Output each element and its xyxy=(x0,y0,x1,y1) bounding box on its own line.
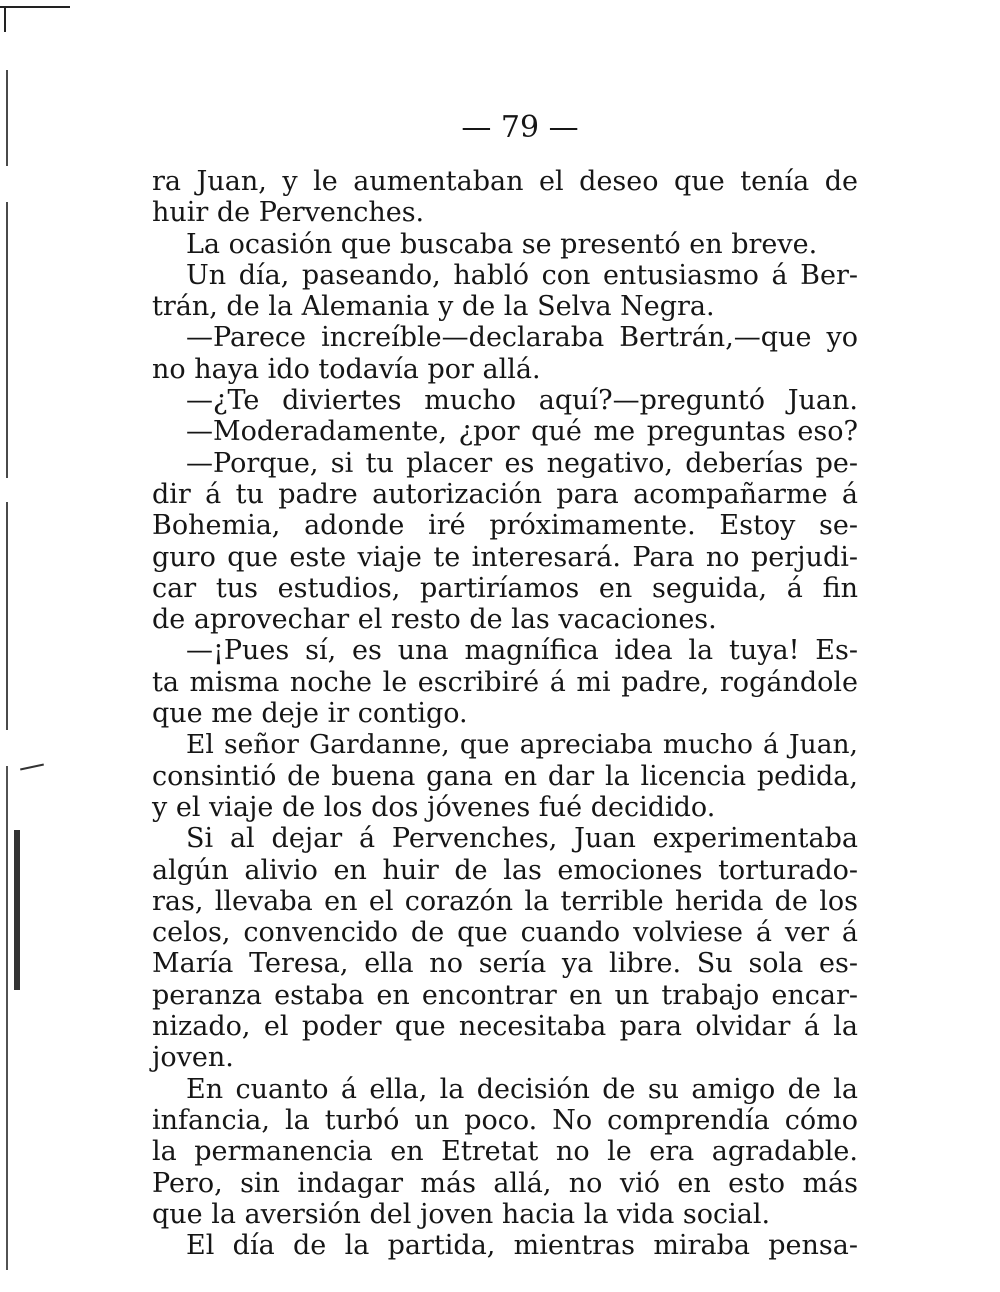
text-line: Si al dejar á Pervenches, Juan experimentaba xyxy=(186,823,858,855)
text-line: —¿Te diviertes mucho aquí?—preguntó Juan. xyxy=(186,385,858,417)
text-line: En cuanto á ella, la decisión de su amigo de la xyxy=(186,1073,858,1105)
text-line: Un día, paseando, habló con entusiasmo á Ber- xyxy=(186,259,858,291)
text-line: trán, de la Alemania y de la Selva Negra. xyxy=(152,291,715,323)
text-line: El día de la partida, mientras miraba pensa- xyxy=(186,1230,858,1262)
text-line: no haya ido todavía por allá. xyxy=(152,353,541,385)
text-line: la permanencia en Etretat no le era agradable. xyxy=(152,1136,858,1168)
text-line: joven. xyxy=(152,1042,234,1074)
text-line: car tus estudios, partiríamos en seguida, á fin xyxy=(152,572,858,604)
text-line: María Teresa, ella no sería ya libre. Su sola es- xyxy=(152,948,858,980)
text-line: Pero, sin indagar más allá, no vió en esto más xyxy=(152,1167,858,1199)
text-line: huir de Pervenches. xyxy=(152,197,425,229)
text-line: de aprovechar el resto de las vacaciones. xyxy=(152,604,717,636)
text-line: dir á tu padre autorización para acompañarme á xyxy=(152,478,858,510)
page-number: — 79 — xyxy=(461,110,579,145)
text-line: algún alivio en huir de las emociones torturado- xyxy=(152,854,858,886)
text-line: Bohemia, adonde iré próximamente. Estoy se- xyxy=(152,510,858,542)
text-line: que me deje ir contigo. xyxy=(152,698,468,730)
text-line: La ocasión que buscaba se presentó en breve. xyxy=(186,228,818,260)
text-line: —¡Pues sí, es una magnífica idea la tuya! Es- xyxy=(186,635,858,667)
text-line: —Porque, si tu placer es negativo, deberías pe- xyxy=(186,447,858,479)
text-line: —Parece increíble—declaraba Bertrán,—que yo xyxy=(186,322,858,354)
scan-border-mark xyxy=(4,6,6,32)
binding-shadow xyxy=(14,830,20,990)
text-line: celos, convencido de que cuando volviese á ver á xyxy=(152,917,858,949)
scan-artifact xyxy=(20,764,44,771)
text-line: ras, llevaba en el corazón la terrible herida de los xyxy=(152,885,858,917)
text-line: ta misma noche le escribiré á mi padre, rogándole xyxy=(152,666,858,698)
scan-border-mark xyxy=(0,6,70,8)
text-line: infancia, la turbó un poco. No comprendía cómo xyxy=(152,1104,858,1136)
text-line: ra Juan, y le aumentaban el deseo que tenía de xyxy=(152,166,858,197)
text-line: guro que este viaje te interesará. Para no perjudi- xyxy=(152,541,858,573)
binding-edge xyxy=(6,70,8,1270)
text-line: —Moderadamente, ¿por qué me preguntas eso? xyxy=(186,416,858,448)
text-line: y el viaje de los dos jóvenes fué decidido. xyxy=(152,791,716,823)
text-line: peranza estaba en encontrar en un trabajo encar- xyxy=(152,979,858,1011)
body-text xyxy=(152,166,858,1261)
text-line: consintió de buena gana en dar la licencia pedida, xyxy=(152,760,858,792)
text-line: nizado, el poder que necesitaba para olvidar á la xyxy=(152,1011,858,1043)
text-line: que la aversión del joven hacia la vida social. xyxy=(152,1198,771,1230)
text-line: El señor Gardanne, que apreciaba mucho á Juan, xyxy=(186,729,858,761)
